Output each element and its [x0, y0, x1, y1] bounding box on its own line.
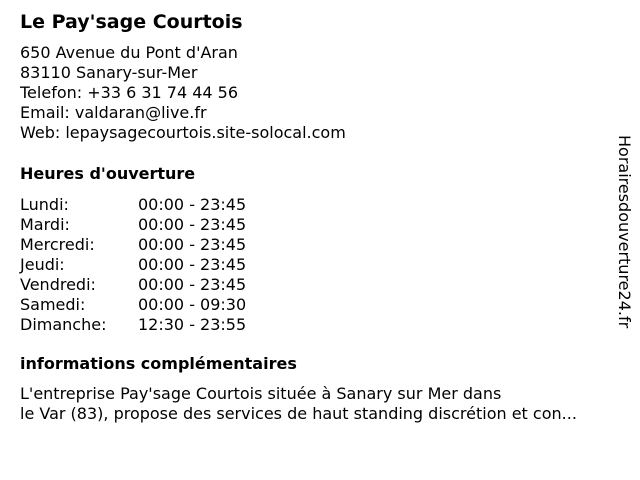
time-range: 00:00 - 09:30: [138, 295, 247, 314]
day-label: Mercredi:: [20, 235, 95, 254]
description-line: L'entreprise Pay'sage Courtois située à Sanary sur Mer dans: [20, 384, 502, 403]
business-description: [20, 384, 632, 424]
website-link[interactable]: Web: lepaysagecourtois.site-solocal.com: [20, 123, 346, 142]
opening-hours-table: [20, 195, 280, 335]
hours-row-wednesday: [20, 235, 280, 255]
time-range: 00:00 - 23:45: [138, 235, 247, 254]
phone-number[interactable]: Telefon: +33 6 31 74 44 56: [20, 83, 239, 102]
hours-row-monday: [20, 195, 280, 215]
day-label: Vendredi:: [20, 275, 96, 294]
time-range: 00:00 - 23:45: [138, 275, 247, 294]
hours-row-tuesday: [20, 215, 280, 235]
hours-row-sunday: [20, 315, 280, 335]
time-range: 00:00 - 23:45: [138, 195, 247, 214]
day-label: Samedi:: [20, 295, 86, 314]
hours-row-friday: [20, 275, 280, 295]
additional-info-heading: informations complémentaires: [20, 354, 297, 373]
email-address[interactable]: Email: valdaran@live.fr: [20, 103, 207, 122]
day-label: Lundi:: [20, 195, 69, 214]
day-label: Mardi:: [20, 215, 70, 234]
hours-row-thursday: [20, 255, 280, 275]
contact-block: [20, 43, 346, 143]
hours-row-saturday: [20, 295, 280, 315]
day-label: Dimanche:: [20, 315, 107, 334]
address-street: 650 Avenue du Pont d'Aran: [20, 43, 238, 62]
time-range: 00:00 - 23:45: [138, 255, 247, 274]
address-city: 83110 Sanary-sur-Mer: [20, 63, 198, 82]
time-range: 00:00 - 23:45: [138, 215, 247, 234]
opening-hours-heading: Heures d'ouverture: [20, 164, 196, 183]
day-label: Jeudi:: [20, 255, 65, 274]
description-line: le Var (83), propose des services de haut standing discrétion et con...: [20, 404, 577, 423]
time-range: 12:30 - 23:55: [138, 315, 247, 334]
business-name: Le Pay'sage Courtois: [20, 11, 243, 33]
site-watermark: Horairesdouverture24.fr: [615, 135, 634, 329]
